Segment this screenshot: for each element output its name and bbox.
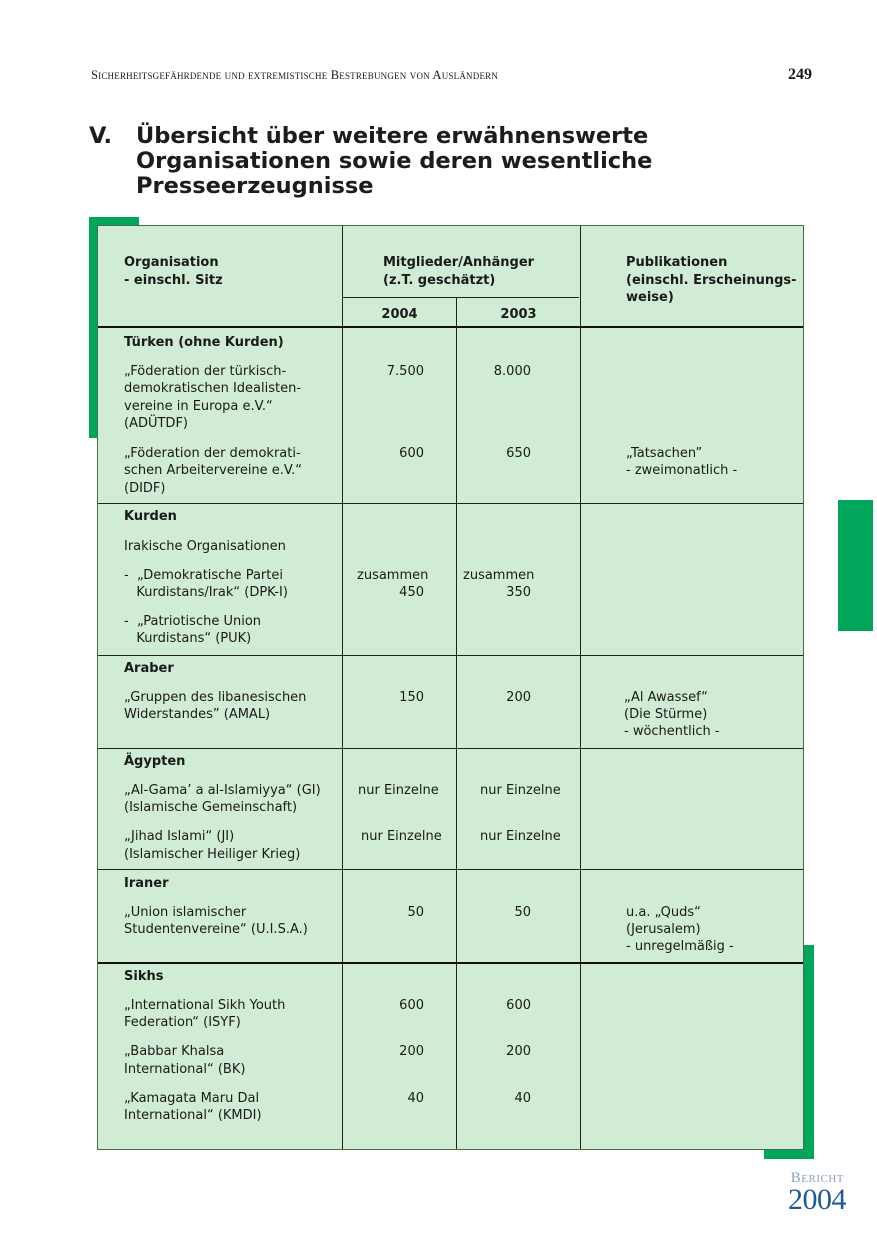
members-2004: 40 xyxy=(407,1091,424,1106)
org-name-line: (ADÜTDF) xyxy=(124,416,188,431)
members-2004: 450 xyxy=(399,585,424,600)
members-2004-label: zusammen xyxy=(357,568,429,583)
header-rule xyxy=(98,326,803,328)
page-number: 249 xyxy=(788,66,812,83)
org-name-line: Widerstandes” (AMAL) xyxy=(124,707,271,722)
col-header-publications-sub: (einschl. Erscheinungs- xyxy=(626,273,797,288)
members-2003: 8.000 xyxy=(493,364,531,379)
report-logo-year: 2004 xyxy=(788,1183,846,1216)
row-divider xyxy=(98,655,803,656)
column-divider xyxy=(456,297,457,1149)
group-title-arabs: Araber xyxy=(124,661,174,676)
members-2003: 650 xyxy=(506,446,531,461)
group-title-sikhs: Sikhs xyxy=(124,969,164,984)
org-name-line: Federation“ (ISYF) xyxy=(124,1015,241,1030)
section-title xyxy=(136,124,736,199)
sub-group-title: Irakische Organisationen xyxy=(124,539,286,554)
section-title-line: Organisationen sowie deren wesentliche xyxy=(136,148,653,174)
accent-bar-bottom xyxy=(764,1150,814,1159)
org-name-line: Kurdistans/Irak“ (DPK-I) xyxy=(124,585,288,600)
publication-line: - zweimonatlich - xyxy=(626,463,738,478)
org-name-line: (DIDF) xyxy=(124,481,166,496)
col-header-year-2004: 2004 xyxy=(381,307,418,322)
row-divider xyxy=(98,869,803,870)
group-title-iran: Iraner xyxy=(124,876,169,891)
org-name-line: schen Arbeitervereine e.V.“ xyxy=(124,463,303,478)
section-title-line: Übersicht über weitere erwähnenswerte xyxy=(136,123,649,149)
members-2003: nur Einzelne xyxy=(480,829,561,844)
members-2003-label: zusammen xyxy=(463,568,535,583)
publication-line: „Tatsachen” xyxy=(626,446,703,461)
org-name-line: „Jihad Islami“ (JI) xyxy=(124,829,235,844)
header-subdivider xyxy=(342,297,579,298)
section-title-line: Presseerzeugnisse xyxy=(136,173,374,199)
members-2004: nur Einzelne xyxy=(361,829,442,844)
org-name-line: Kurdistans“ (PUK) xyxy=(124,631,252,646)
org-name-line: „Gruppen des libanesischen xyxy=(124,690,307,705)
col-header-members-sub: (z.T. geschätzt) xyxy=(383,273,496,288)
members-2003: 350 xyxy=(506,585,531,600)
members-2004: nur Einzelne xyxy=(358,783,439,798)
members-2003: nur Einzelne xyxy=(480,783,561,798)
col-header-publications-sub: weise) xyxy=(626,290,674,305)
members-2003: 200 xyxy=(506,1044,531,1059)
org-name-line: vereine in Europa e.V.“ xyxy=(124,399,273,414)
org-name-line: International“ (BK) xyxy=(124,1062,246,1077)
org-name-line: - „Demokratische Partei xyxy=(124,568,283,583)
members-2004: 7.500 xyxy=(386,364,424,379)
org-name-line: Studentenvereine“ (U.I.S.A.) xyxy=(124,922,308,937)
col-header-organisation: Organisation xyxy=(124,255,219,270)
row-divider xyxy=(98,962,803,964)
org-name-line: „Al-Gama’ a al-Islamiyya“ (GI) xyxy=(124,783,321,798)
members-2003: 200 xyxy=(506,690,531,705)
publication-line: „Al Awassef“ xyxy=(624,690,708,705)
group-title-turks: Türken (ohne Kurden) xyxy=(124,335,284,350)
publication-line: (Jerusalem) xyxy=(626,922,701,937)
col-header-members: Mitglieder/Anhänger xyxy=(383,255,535,270)
org-name-line: (Islamischer Heiliger Krieg) xyxy=(124,847,301,862)
org-name-line: (Islamische Gemeinschaft) xyxy=(124,800,298,815)
members-2003: 600 xyxy=(506,998,531,1013)
publication-line: - unregelmäßig - xyxy=(626,939,734,954)
col-header-organisation-sub: - einschl. Sitz xyxy=(124,273,223,288)
organisations-table xyxy=(97,225,804,1150)
members-2004: 50 xyxy=(407,905,424,920)
org-name-line: „International Sikh Youth xyxy=(124,998,286,1013)
row-divider xyxy=(98,503,803,504)
members-2004: 600 xyxy=(399,446,424,461)
org-name-line: - „Patriotische Union xyxy=(124,614,262,629)
report-logo-word: Bericht xyxy=(790,1170,844,1186)
section-number: V. xyxy=(89,123,113,149)
org-name-line: „Föderation der türkisch- xyxy=(124,364,287,379)
members-2004: 150 xyxy=(399,690,424,705)
members-2003: 40 xyxy=(514,1091,531,1106)
org-name-line: „Union islamischer xyxy=(124,905,247,920)
org-name-line: „Babbar Khalsa xyxy=(124,1044,225,1059)
group-title-kurds: Kurden xyxy=(124,509,177,524)
thumb-tab-marker xyxy=(838,500,873,631)
members-2003: 50 xyxy=(514,905,531,920)
running-head: Sicherheitsgefährdende und extremistische Bestrebungen von Ausländern xyxy=(91,68,499,82)
members-2004: 200 xyxy=(399,1044,424,1059)
publication-line: (Die Stürme) xyxy=(624,707,708,722)
publication-line: u.a. „Quds“ xyxy=(626,905,701,920)
column-divider xyxy=(580,226,581,1149)
col-header-publications: Publikationen xyxy=(626,255,728,270)
org-name-line: „Föderation der demokrati- xyxy=(124,446,301,461)
col-header-year-2003: 2003 xyxy=(500,307,537,322)
publication-line: - wöchentlich - xyxy=(624,724,720,739)
org-name-line: demokratischen Idealisten- xyxy=(124,381,302,396)
org-name-line: International“ (KMDI) xyxy=(124,1108,262,1123)
accent-bar-bottom-right xyxy=(804,945,814,1159)
org-name-line: „Kamagata Maru Dal xyxy=(124,1091,260,1106)
row-divider xyxy=(98,748,803,749)
members-2004: 600 xyxy=(399,998,424,1013)
group-title-egypt: Ägypten xyxy=(124,754,186,769)
